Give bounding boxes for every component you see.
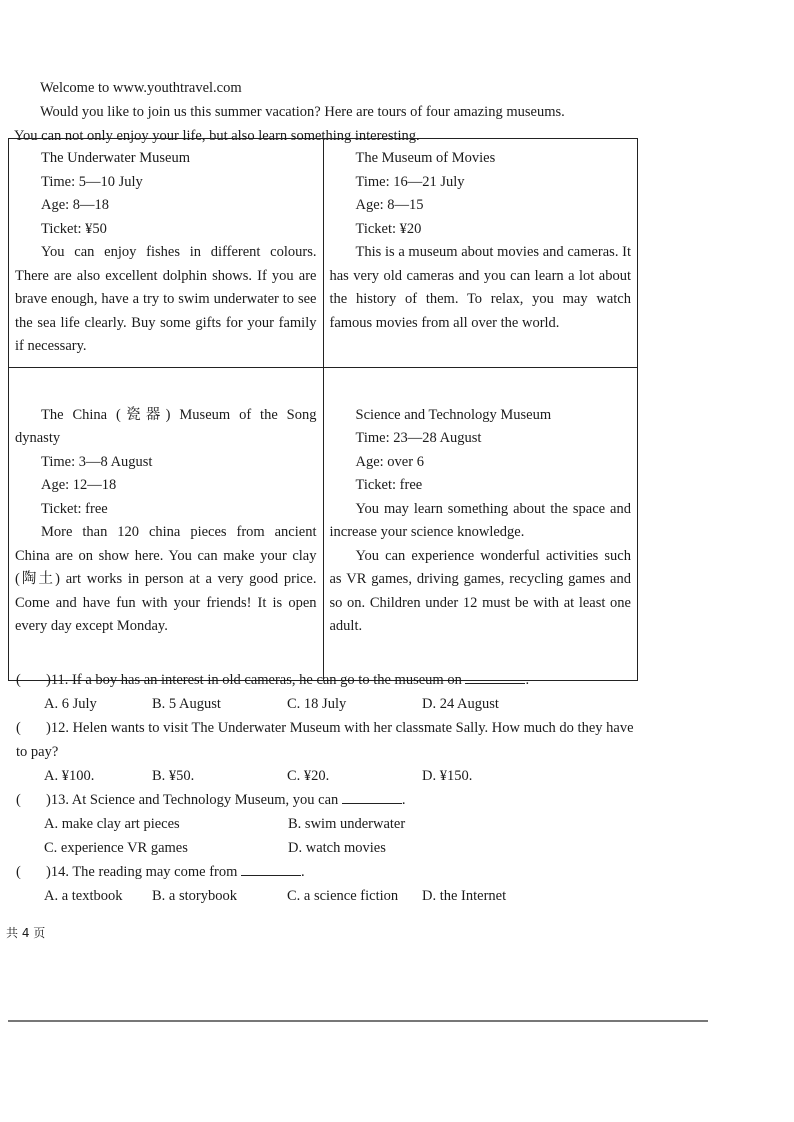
answer-paren: ( (16, 672, 21, 688)
option: D. ¥150. (422, 768, 473, 784)
intro-site: Welcome to www.youthtravel.com (40, 80, 242, 96)
option: A. ¥100. (44, 768, 95, 784)
questions (16, 668, 636, 908)
intro-line1: Would you like to join us this summer vacation? Here are tours of four amazing museums. (40, 104, 565, 120)
question-stem: )14. The reading may come from (46, 864, 238, 880)
option: A. a textbook (44, 888, 123, 904)
answer-paren: ( (16, 864, 21, 880)
option: C. 18 July (287, 696, 347, 712)
answer-blank (342, 789, 402, 804)
option: D. watch movies (288, 840, 386, 856)
answer-paren: ( (16, 720, 21, 736)
museum-desc: You may learn something about the space and increase your science knowledge. (329, 500, 631, 540)
museum-age: Age: over 6 (355, 453, 424, 470)
museum-name: The Museum of Movies (355, 150, 496, 166)
museum-name: The Underwater Museum (41, 150, 190, 166)
museum-age: Age: 12—18 (41, 477, 117, 493)
option: C. experience VR games (44, 840, 188, 856)
question-stem: )13. At Science and Technology Museum, you can (46, 792, 339, 808)
option: B. ¥50. (152, 768, 195, 784)
question-11 (16, 668, 636, 692)
option: C. ¥20. (287, 768, 330, 784)
page-footer: 共 4 页 (6, 926, 46, 940)
option: C. a science fiction (287, 888, 399, 904)
museum-age: Age: 8—15 (355, 197, 424, 213)
options-12 (16, 764, 636, 788)
option: D. 24 August (422, 696, 499, 712)
option: D. the Internet (422, 888, 507, 904)
museum-desc: You can enjoy fishes in different colours. There are also excellent dolphin shows. If you are brave enough, have a try to swim underwater to see the sea life clearly. Buy some gifts for your family if necessary. (15, 244, 317, 354)
options-11 (16, 692, 636, 716)
museum-time: Time: 3—8 August (41, 453, 153, 470)
museum-cell-china (9, 367, 324, 680)
question-end: . (401, 792, 406, 808)
museum-name: The China (瓷器) Museum of the Song dynasty (15, 406, 317, 446)
answer-blank (241, 861, 301, 876)
option: A. 6 July (44, 696, 97, 712)
options-13-row2 (16, 836, 636, 860)
museum-desc: This is a museum about movies and cameras. It has very old cameras and you can learn a lot about the history of them. To relax, you may watch famous movies from all over the world. (329, 244, 631, 331)
museum-name: Science and Technology Museum (355, 406, 552, 423)
museum-desc-2: You can experience wonderful activities such as VR games, driving games, recycling games and so on. Children under 12 must be with at least one adult. (329, 547, 631, 634)
question-end: . (301, 864, 305, 880)
museum-cell-science (323, 367, 638, 680)
option: B. 5 August (152, 696, 221, 712)
museum-ticket: Ticket: ¥50 (41, 220, 107, 237)
intro-line2: You can not only enjoy your life, but also learn something interesting. (14, 128, 420, 144)
museum-cell-movies (323, 139, 638, 368)
options-13-row1 (16, 812, 636, 836)
answer-paren: ( (16, 792, 21, 808)
question-13 (16, 788, 636, 812)
museum-ticket: Ticket: ¥20 (355, 220, 422, 237)
option: B. swim underwater (288, 816, 406, 832)
museum-desc: More than 120 china pieces from ancient China are on show here. You can make your clay (陶土) art works in person at a very good price. Come and have fun with your friends! It is open every day except Monday. (15, 524, 317, 634)
museum-time: Time: 16—21 July (355, 173, 465, 190)
option: A. make clay art pieces (44, 816, 180, 832)
museum-time: Time: 23—28 August (355, 430, 482, 446)
options-14 (16, 884, 636, 908)
museum-age: Age: 8—18 (41, 197, 110, 213)
question-14 (16, 860, 636, 884)
question-end: . (525, 672, 530, 688)
museum-ticket: Ticket: free (41, 500, 108, 517)
answer-blank (465, 669, 525, 684)
museum-table (8, 138, 638, 681)
option: B. a storybook (152, 888, 237, 904)
bottom-rule (8, 1020, 708, 1022)
museum-ticket: Ticket: free (355, 477, 423, 493)
question-stem: )11. If a boy has an interest in old cameras, he can go to the museum on (46, 672, 462, 688)
museum-time: Time: 5—10 July (41, 173, 143, 190)
question-12 (16, 716, 636, 764)
museum-cell-underwater (9, 139, 324, 368)
question-stem: )12. Helen wants to visit The Underwater Museum with her classmate Sally. How much do they have to pay? (16, 720, 634, 760)
